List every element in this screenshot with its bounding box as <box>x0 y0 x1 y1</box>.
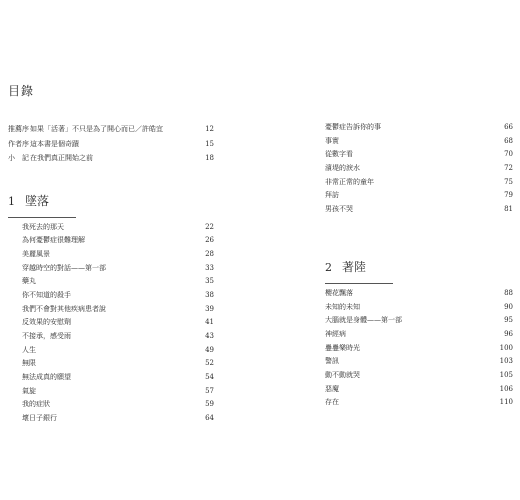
entry-title: 濱堤的淚水 <box>325 164 360 173</box>
entry-title: 無法成真的願望 <box>22 373 71 382</box>
toc-entry[interactable] <box>325 315 513 329</box>
entry-title: 憂鬱症告訴你的事 <box>325 123 381 131</box>
entry-title: 惡魔 <box>325 384 339 393</box>
entry-page: 38 <box>205 290 214 299</box>
front-matter-entry[interactable] <box>8 139 214 154</box>
entry-page: 81 <box>504 205 513 214</box>
entry-title: 櫻花飄落 <box>325 288 353 297</box>
toc-entry[interactable] <box>8 317 214 331</box>
entry-title: 男孩不哭 <box>325 205 353 214</box>
entry-page: 96 <box>504 329 513 338</box>
part-number: 1 <box>8 194 15 208</box>
entry-title: 為何憂鬱症很難理解 <box>22 236 85 245</box>
entry-title: 疊疊樂時光 <box>325 343 360 352</box>
entry-title: 拜訪 <box>325 191 339 200</box>
toc-entry[interactable] <box>325 163 513 177</box>
entry-title: 無限 <box>22 359 36 368</box>
entry-page: 72 <box>504 164 513 173</box>
entry-title: 穿越時空的對話——第一部 <box>22 263 106 272</box>
part-1-section <box>8 192 214 427</box>
entry-page: 105 <box>499 370 513 379</box>
entry-page: 26 <box>205 236 214 245</box>
entry-title: 在我們真正開始之前 <box>30 154 93 162</box>
toc-entry[interactable] <box>8 249 214 263</box>
entry-page: 79 <box>504 191 513 200</box>
entry-page: 52 <box>205 359 214 368</box>
entry-page: 75 <box>504 177 513 186</box>
entry-page: 12 <box>205 125 214 133</box>
entry-title: 這本書是個奇蹟 <box>30 139 79 148</box>
entry-title: 我們不會對其他疾病患者說 <box>22 304 106 313</box>
entry-page: 100 <box>499 343 513 352</box>
entry-title: 未知的未知 <box>325 302 360 311</box>
entry-title: 從數字看 <box>325 150 353 159</box>
part-1-continued-entries <box>325 122 513 218</box>
toc-entry[interactable] <box>8 331 214 345</box>
entry-prefix: 作者序 <box>8 139 29 148</box>
entry-title: 我的症狀 <box>22 400 50 409</box>
front-matter <box>8 124 214 168</box>
part-1-entries <box>8 222 214 427</box>
toc-entry[interactable] <box>325 397 513 411</box>
toc-entry[interactable] <box>325 384 513 398</box>
entry-page: 54 <box>205 373 214 382</box>
toc-entry[interactable] <box>8 222 214 236</box>
entry-page: 66 <box>504 123 513 131</box>
front-matter-entry[interactable] <box>8 153 214 168</box>
part-2-heading[interactable] <box>325 258 393 284</box>
entry-page: 57 <box>205 386 214 395</box>
toc-entry[interactable] <box>8 263 214 277</box>
toc-left-column <box>8 124 214 427</box>
entry-page: 18 <box>205 154 214 162</box>
part-title: 墜落 <box>25 193 50 208</box>
toc-entry[interactable] <box>325 122 513 136</box>
entry-title: 反效果的安慰劑 <box>22 318 71 327</box>
entry-page: 88 <box>504 288 513 297</box>
toc-entry[interactable] <box>8 413 214 427</box>
entry-title: 人生 <box>22 345 36 354</box>
entry-title: 動不動就哭 <box>325 370 360 379</box>
entry-title: 大腦就是身體——第一部 <box>325 316 402 325</box>
toc-entry[interactable] <box>325 177 513 191</box>
entry-page: 43 <box>205 332 214 340</box>
entry-prefix: 推薦序 <box>8 125 29 133</box>
part-1-heading[interactable] <box>8 192 76 218</box>
entry-title: 不接承，感受雨 <box>22 332 71 340</box>
toc-entry[interactable] <box>8 276 214 290</box>
part-2-entries <box>325 288 513 411</box>
toc-entry[interactable] <box>325 356 513 370</box>
entry-title: 美麗風景 <box>22 249 50 258</box>
toc-entry[interactable] <box>8 399 214 413</box>
entry-page: 90 <box>504 302 513 311</box>
entry-title: 如果「活著」不只是為了開心而已／許皓宜 <box>30 125 163 133</box>
entry-page: 70 <box>504 150 513 159</box>
entry-title: 存在 <box>325 398 339 407</box>
entry-page: 41 <box>205 318 214 327</box>
toc-entry[interactable] <box>8 386 214 400</box>
entry-title: 你不知道的殺手 <box>22 290 71 299</box>
entry-title: 氣旋 <box>22 386 36 395</box>
entry-title: 藥丸 <box>22 277 36 286</box>
entry-title: 神經病 <box>325 329 346 338</box>
toc-entry[interactable] <box>325 343 513 357</box>
toc-entry[interactable] <box>8 290 214 304</box>
toc-entry[interactable] <box>325 288 513 302</box>
toc-entry[interactable] <box>325 204 513 218</box>
toc-entry[interactable] <box>8 372 214 386</box>
toc-entry[interactable] <box>8 235 214 249</box>
part-number: 2 <box>325 260 332 274</box>
toc-entry[interactable] <box>325 136 513 150</box>
entry-page: 103 <box>499 357 513 366</box>
entry-page: 39 <box>205 304 214 313</box>
entry-page: 110 <box>499 398 513 407</box>
entry-title: 非常正常的童年 <box>325 177 374 186</box>
front-matter-entry[interactable] <box>8 124 214 139</box>
entry-page: 15 <box>205 139 214 148</box>
entry-page: 59 <box>205 400 214 409</box>
toc-entry[interactable] <box>8 358 214 372</box>
entry-page: 64 <box>205 414 214 423</box>
toc-right-column <box>325 122 513 411</box>
toc-entry[interactable] <box>325 370 513 384</box>
entry-page: 68 <box>504 136 513 145</box>
toc-entry[interactable] <box>325 302 513 316</box>
toc-entry[interactable] <box>325 329 513 343</box>
entry-page: 106 <box>499 384 513 393</box>
entry-page: 28 <box>205 249 214 258</box>
part-2-section <box>325 258 513 411</box>
entry-title: 事實 <box>325 136 339 145</box>
entry-page: 33 <box>205 263 214 272</box>
toc-entry[interactable] <box>325 190 513 204</box>
toc-entry[interactable] <box>325 149 513 163</box>
entry-page: 22 <box>205 222 214 231</box>
part-1-continued <box>325 122 513 218</box>
entry-title: 我死去的那天 <box>22 222 64 231</box>
part-title: 著陸 <box>342 259 367 274</box>
entry-page: 49 <box>205 345 214 354</box>
toc-entry[interactable] <box>8 304 214 318</box>
entry-title: 壞日子銀行 <box>22 414 57 423</box>
entry-page: 35 <box>205 277 214 286</box>
entry-page: 95 <box>504 316 513 325</box>
page-title: 目錄 <box>8 84 35 98</box>
toc-entry[interactable] <box>8 345 214 359</box>
entry-prefix: 小 記 <box>8 154 29 162</box>
entry-title: 警訊 <box>325 357 339 366</box>
